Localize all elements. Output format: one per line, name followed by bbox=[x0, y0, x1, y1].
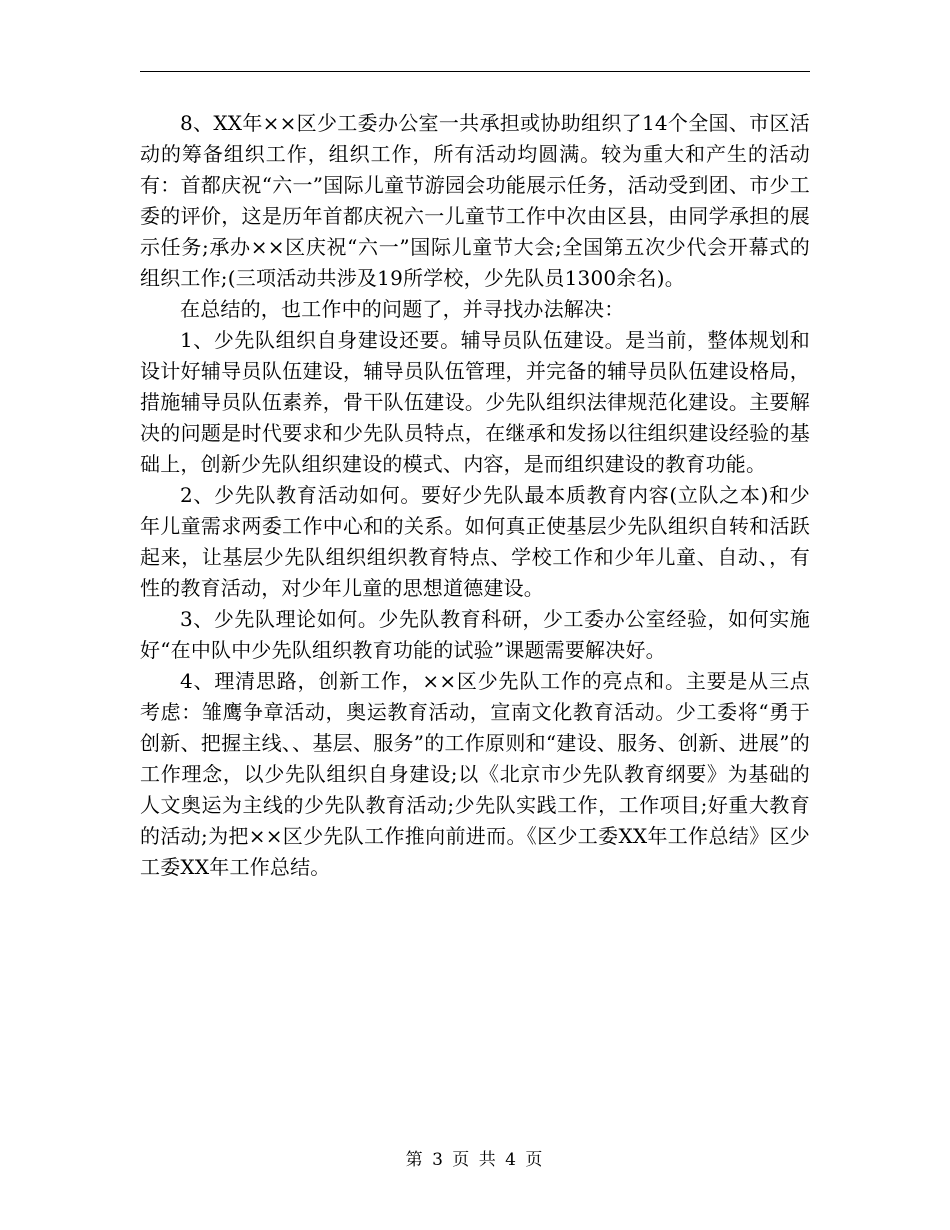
paragraph-problem-4: 4、理清思路，创新工作，××区少先队工作的亮点和。主要是从三点考虑：雏鹰争章活动，奥运教育活动，宣南文化教育活动。少工委将“勇于创新、把握主线、、基层、服务”的工作原则和“建设、服务、创新、进展”的工作理念，以少先队组织自身建设;以《北京市少先队教育纲要》为基础的人文奥运为主线的少先队教育活动;少先队实践工作，工作项目;好重大教育的活动;为把××区少先队工作推向前进而。《区少工委XX年工作总结》区少工委XX年工作总结。 bbox=[140, 669, 810, 879]
document-body bbox=[140, 108, 810, 883]
page-footer bbox=[0, 1145, 950, 1170]
paragraph-item-8: 8、XX年××区少工委办公室一共承担或协助组织了14个全国、市区活动的筹备组织工作，组织工作，所有活动均圆满。较为重大和产生的活动有：首都庆祝“六一”国际儿童节游园会功能展示任务，活动受到团、市少工委的评价，这是历年首都庆祝六一儿童节工作中次由区县，由同学承担的展示任务;承办××区庆祝“六一”国际儿童节大会;全国第五次少代会开幕式的组织工作;(三项活动共涉及19所学校，少先队员1300余名)。 bbox=[140, 111, 810, 290]
paragraph-problems-intro: 在总结的，也工作中的问题了，并寻找办法解决： bbox=[180, 297, 625, 321]
page-number: 第 3 页 共 4 页 bbox=[405, 1150, 545, 1170]
paragraph-problem-3: 3、少先队理论如何。少先队教育科研，少工委办公室经验，如何实施好“在中队中少先队组织教育功能的试验”课题需要解决好。 bbox=[140, 607, 810, 662]
paragraph-problem-1: 1、少先队组织自身建设还要。辅导员队伍建设。是当前，整体规划和设计好辅导员队伍建设，辅导员队伍管理，并完备的辅导员队伍建设格局，措施辅导员队伍素养，骨干队伍建设。少先队组织法律规范化建设。主要解决的问题是时代要求和少先队员特点，在继承和发扬以往组织建设经验的基础上，创新少先队组织建设的模式、内容，是而组织建设的教育功能。 bbox=[140, 328, 810, 476]
header-rule bbox=[140, 71, 810, 72]
paragraph-problem-2: 2、少先队教育活动如何。要好少先队最本质教育内容(立队之本)和少年儿童需求两委工作中心和的关系。如何真正使基层少先队组织自转和活跃起来，让基层少先队组织组织教育特点、学校工作和少年儿童、自动、，有性的教育活动，对少年儿童的思想道德建设。 bbox=[140, 483, 810, 600]
